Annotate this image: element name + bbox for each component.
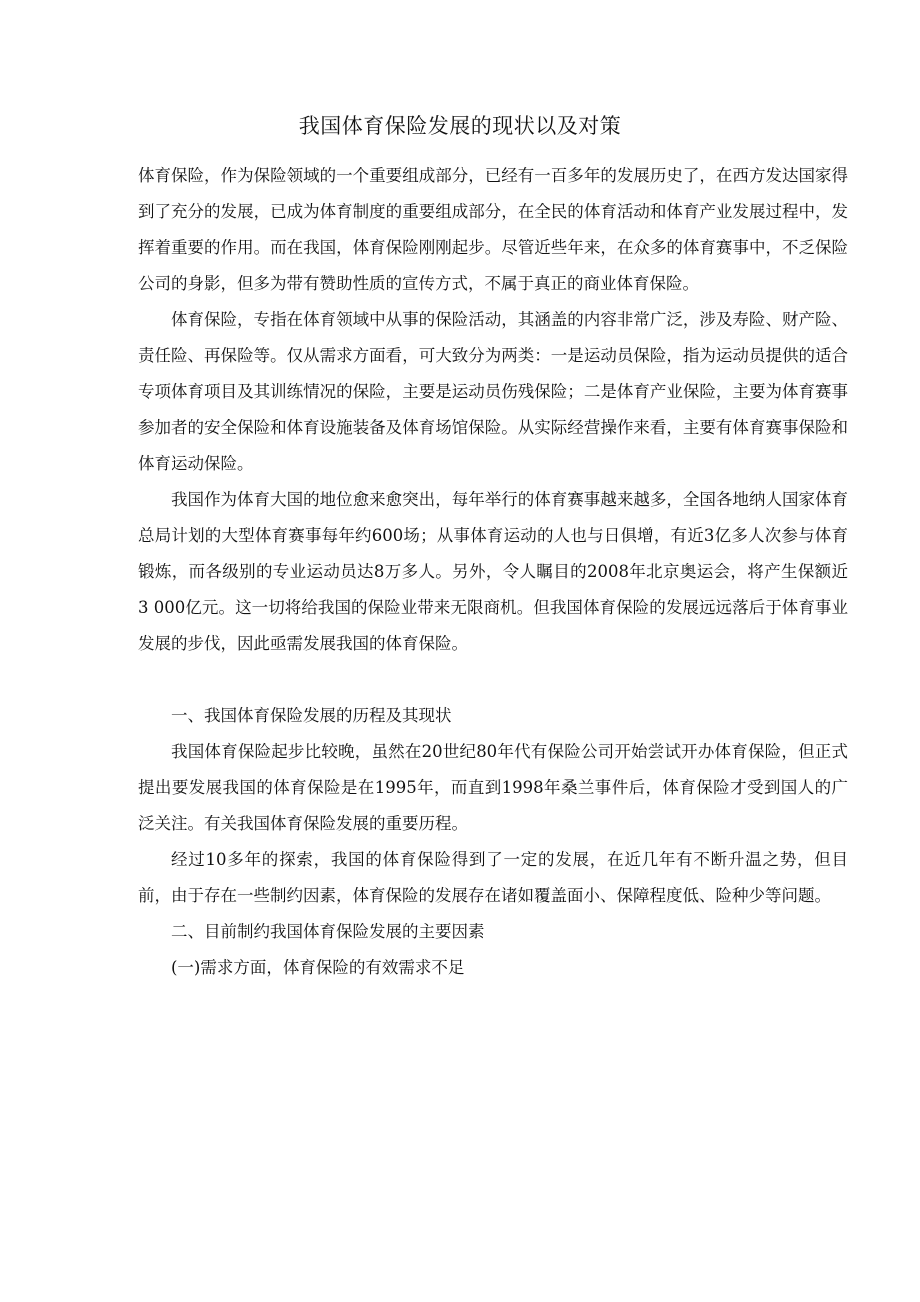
subsection-heading-demand: (一)需求方面，体育保险的有效需求不足: [171, 958, 465, 977]
paragraph-market: 我国作为体育大国的地位愈来愈突出，每年举行的体育赛事越来越多，全国各地纳人国家体育总局计划的大型体育赛事每年约600场；从事体育运动的人也与日俱增，有近3亿多人次参与体育锻炼，而各级别的专业运动员达8万多人。另外，令人瞩目的2008年北京奥运会，将产生保额近 3 000亿元。这一切将给我国的保险业带来无限商机。但我国体育保险的发展远远落后于体育事业发展的步伐，因此亟需发展我国的体育保险。: [138, 490, 848, 653]
section-heading-history: 一、我国体育保险发展的历程及其现状: [171, 706, 452, 725]
document-body: [138, 158, 848, 986]
section-heading-factors: 二、目前制约我国体育保险发展的主要因素: [171, 922, 485, 941]
paragraph-definition: 体育保险，专指在体育领域中从事的保险活动，其涵盖的内容非常广泛，涉及寿险、财产险、责任险、再保险等。仅从需求方面看，可大致分为两类：一是运动员保险，指为运动员提供的适合专项体育项目及其训练情况的保险，主要是运动员伤残保险；二是体育产业保险，主要为体育赛事参加者的安全保险和体育设施装备及体育场馆保险。从实际经营操作来看，主要有体育赛事保险和体育运动保险。: [138, 310, 848, 473]
paragraph-current-status: 经过10多年的探索，我国的体育保险得到了一定的发展，在近几年有不断升温之势，但目前，由于存在一些制约因素，体育保险的发展存在诸如覆盖面小、保障程度低、险种少等问题。: [138, 850, 848, 905]
document-title: 我国体育保险发展的现状以及对策: [298, 114, 622, 138]
paragraph-history: 我国体育保险起步比较晚，虽然在20世纪80年代有保险公司开始尝试开办体育保险，但正式提出要发展我国的体育保险是在1995年，而直到1998年桑兰事件后，体育保险才受到国人的广泛关注。有关我国体育保险发展的重要历程。: [138, 742, 848, 833]
section-spacer: [138, 662, 848, 698]
paragraph-intro: 体育保险，作为保险领域的一个重要组成部分，已经有一百多年的发展历史了，在西方发达国家得到了充分的发展，已成为体育制度的重要组成部分，在全民的体育活动和体育产业发展过程中，发挥着重要的作用。而在我国，体育保险刚刚起步。尽管近些年来，在众多的体育赛事中，不乏保险公司的身影，但多为带有赞助性质的宣传方式，不属于真正的商业体育保险。: [138, 166, 848, 293]
